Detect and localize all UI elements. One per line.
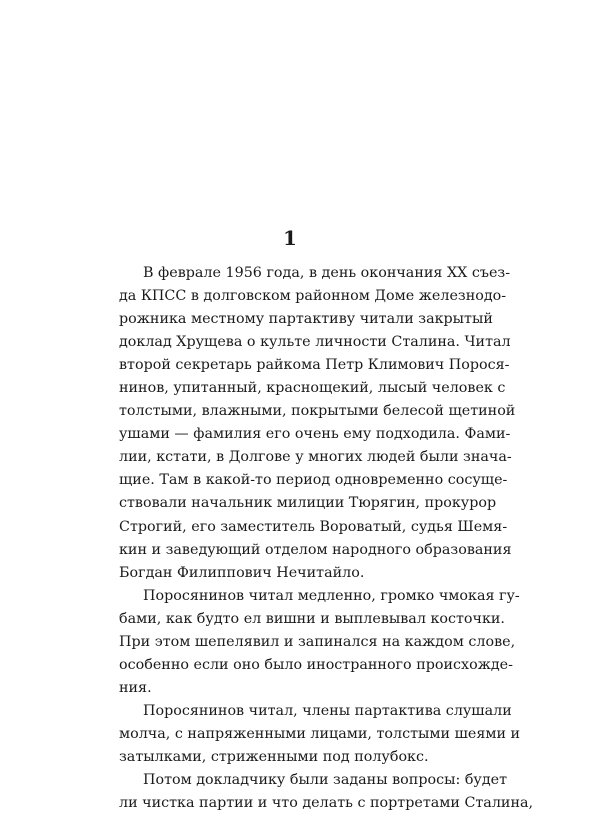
text-line: толстыми, влажными, покрытыми белесой щетиной: [119, 403, 516, 420]
text-line: молча, с напряженными лицами, толстыми шеями и: [119, 725, 521, 742]
text-line: При этом шепелявил и запинался на каждом слове,: [119, 633, 516, 650]
text-line: бами, как будто ел вишни и выплевывал косточки.: [119, 610, 505, 627]
text-line: затылками, стриженными под полубокс.: [119, 748, 429, 765]
text-line: второй секретарь райкома Петр Климович Порося-: [119, 357, 510, 374]
text-line: Строгий, его заместитель Вороватый, судья Шемя-: [119, 518, 508, 535]
text-line: щие. Там в какой-то период одновременно сосуще-: [119, 472, 508, 489]
text-line: В феврале 1956 года, в день окончания XX съез-: [143, 265, 511, 281]
text-line: кин и заведующий отделом народного образования: [119, 541, 512, 558]
text-line: Поросянинов читал, члены партактива слушали: [143, 702, 512, 719]
text-line: доклад Хрущева о культе личности Сталина. Читал: [119, 334, 511, 351]
text-line: Поросянинов читал медленно, громко чмокая гу-: [143, 587, 520, 604]
text-line: ния.: [119, 679, 152, 696]
text-line: ушами — фамилия его очень ему подходила. Фами-: [119, 426, 511, 443]
text-line: рожника местному партактиву читали закрытый: [119, 311, 493, 328]
chapter-text: [119, 262, 534, 815]
text-line: ли чистка партии и что делать с портретами Сталина,: [119, 795, 534, 812]
text-line: Потом докладчику были заданы вопросы: будет: [143, 772, 508, 789]
text-line: лии, кстати, в Долгове у многих людей были знача-: [119, 449, 512, 466]
text-line: ствовали начальник милиции Тюрягин, прокурор: [119, 495, 497, 512]
text-line: Богдан Филиппович Нечитайло.: [119, 564, 365, 581]
text-line: нинов, упитанный, краснощекий, лысый человек с: [119, 380, 506, 397]
text-line: особенно если оно было иностранного происхожде-: [119, 656, 513, 673]
text-line: да КПСС в долговском районном Доме железнодо-: [119, 288, 507, 305]
chapter-number: 1: [283, 226, 297, 250]
